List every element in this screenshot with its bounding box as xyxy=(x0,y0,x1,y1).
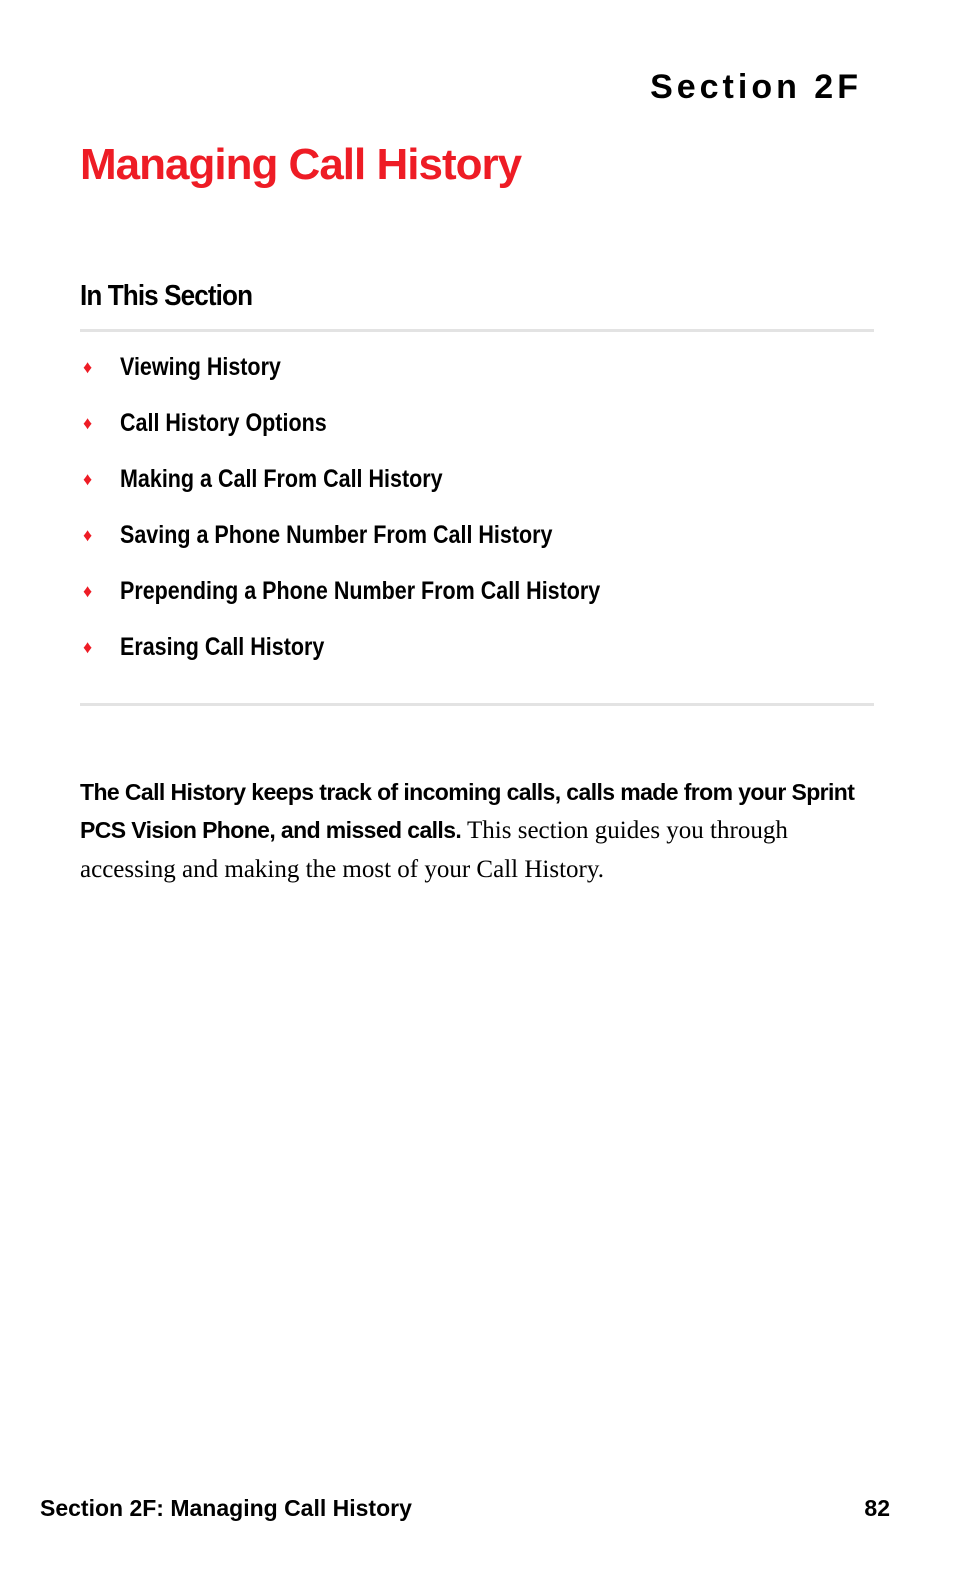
toc-item-label: Saving a Phone Number From Call History xyxy=(120,521,553,549)
intro-regular-text: This section guides you through accessing and making the most of your Call History. xyxy=(80,817,788,883)
toc-item-saving-number xyxy=(80,520,678,576)
diamond-bullet-icon: ♦ xyxy=(83,469,93,489)
diamond-bullet-icon: ♦ xyxy=(83,413,93,433)
toc-item-label: Call History Options xyxy=(120,409,327,437)
toc-item-label: Making a Call From Call History xyxy=(120,465,443,493)
page-title: Managing Call History xyxy=(80,140,522,189)
intro-paragraph xyxy=(80,773,880,889)
diamond-bullet-icon: ♦ xyxy=(83,525,93,545)
toc-bottom-divider xyxy=(80,703,874,706)
diamond-bullet-icon: ♦ xyxy=(83,637,93,657)
diamond-bullet-icon: ♦ xyxy=(83,581,93,601)
section-label: Section 2F xyxy=(650,68,862,106)
intro-bold-text: The Call History keeps track of incoming calls, calls made from your Sprint PCS Vision Phone, and missed calls. xyxy=(80,779,855,843)
toc-item-label: Prepending a Phone Number From Call History xyxy=(120,577,601,605)
toc-item-viewing-history xyxy=(80,352,678,408)
toc-list xyxy=(80,352,678,688)
footer-section-title: Section 2F: Managing Call History xyxy=(40,1495,412,1521)
toc-top-divider xyxy=(80,329,874,332)
page-number: 82 xyxy=(864,1495,890,1521)
toc-item-label: Viewing History xyxy=(120,353,281,381)
diamond-bullet-icon: ♦ xyxy=(83,357,93,377)
toc-item-erasing-history xyxy=(80,632,678,688)
toc-item-call-history-options xyxy=(80,408,678,464)
toc-item-prepending-number xyxy=(80,576,678,632)
toc-item-making-call xyxy=(80,464,678,520)
toc-item-label: Erasing Call History xyxy=(120,633,325,661)
toc-heading: In This Section xyxy=(80,280,253,312)
